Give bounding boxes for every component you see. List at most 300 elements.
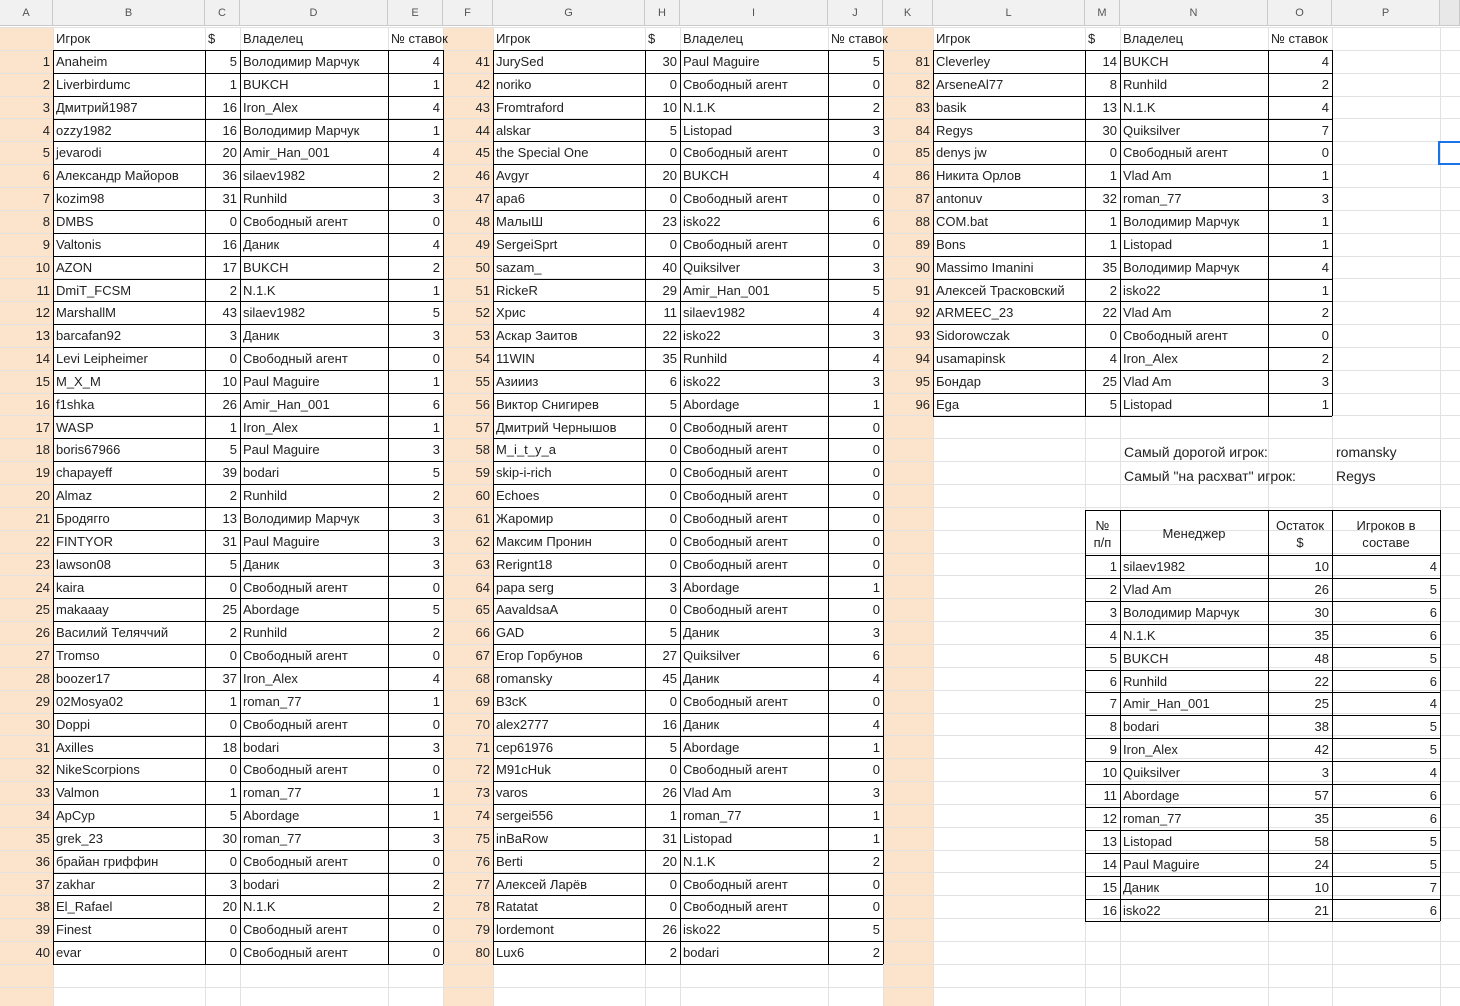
row-index[interactable]: 92 — [915, 305, 930, 321]
player-bids[interactable]: 3 — [432, 328, 440, 344]
player-bids[interactable]: 2 — [432, 259, 440, 275]
player-bids[interactable]: 1 — [432, 808, 440, 824]
player-owner[interactable]: Володимир Марчук — [243, 122, 360, 138]
player-name[interactable]: Дмитрий Чернышов — [496, 419, 617, 435]
player-price[interactable]: 30 — [222, 830, 237, 846]
player-price[interactable]: 5 — [669, 739, 677, 755]
player-name[interactable]: Avgyr — [496, 168, 529, 184]
header-bids[interactable]: № ставок — [391, 31, 448, 46]
manager-num[interactable]: 15 — [1102, 879, 1117, 895]
manager-num[interactable]: 9 — [1109, 742, 1117, 758]
player-owner[interactable]: Listopad — [683, 122, 733, 138]
manager-name[interactable]: Runhild — [1123, 673, 1168, 689]
manager-num[interactable]: 11 — [1103, 788, 1117, 803]
manager-num[interactable]: 3 — [1109, 604, 1117, 620]
player-price[interactable]: 22 — [662, 328, 677, 344]
player-bids[interactable]: 4 — [872, 351, 880, 367]
row-index[interactable]: 2 — [42, 76, 50, 92]
row-index[interactable]: 19 — [35, 465, 50, 481]
player-owner[interactable]: Даник — [243, 236, 280, 252]
player-owner[interactable]: Paul Maguire — [243, 442, 320, 458]
player-owner[interactable]: Свободный агент — [243, 213, 348, 229]
player-name[interactable]: Алексей Трасковский — [936, 282, 1065, 298]
player-price[interactable]: 23 — [662, 213, 677, 229]
player-owner[interactable]: N.1.K — [683, 99, 716, 115]
player-bids[interactable]: 3 — [872, 785, 880, 801]
player-bids[interactable]: 2 — [432, 876, 440, 892]
player-owner[interactable]: N.1.K — [683, 853, 716, 869]
manager-num[interactable]: 12 — [1102, 810, 1117, 826]
player-bids[interactable]: 0 — [872, 76, 880, 92]
player-price[interactable]: 0 — [229, 945, 237, 961]
player-owner[interactable]: Vlad Am — [1123, 373, 1172, 389]
row-index[interactable]: 31 — [35, 739, 50, 755]
player-bids[interactable]: 0 — [432, 351, 440, 367]
row-index[interactable]: 63 — [475, 556, 490, 572]
row-index[interactable]: 5 — [42, 145, 50, 161]
player-bids[interactable]: 1 — [432, 785, 440, 801]
player-name[interactable]: Василий Теляччий — [56, 625, 169, 641]
row-index[interactable]: 86 — [915, 168, 930, 184]
manager-balance[interactable]: 24 — [1314, 856, 1329, 872]
player-owner[interactable]: Свободный агент — [243, 579, 348, 595]
row-index[interactable]: 12 — [35, 305, 50, 321]
player-name[interactable]: M91cHuk — [496, 762, 551, 778]
row-index[interactable]: 27 — [35, 648, 50, 664]
player-owner[interactable]: Свободный агент — [683, 693, 788, 709]
player-bids[interactable]: 0 — [872, 465, 880, 481]
player-name[interactable]: брайан гриффин — [56, 853, 159, 869]
row-index[interactable]: 34 — [35, 808, 50, 824]
manager-players[interactable]: 4 — [1429, 696, 1437, 712]
manager-name[interactable]: Vlad Am — [1123, 581, 1172, 597]
manager-balance[interactable]: 48 — [1314, 650, 1329, 666]
player-owner[interactable]: Свободный агент — [683, 556, 788, 572]
player-bids[interactable]: 0 — [872, 533, 880, 549]
player-owner[interactable]: Свободный агент — [243, 351, 348, 367]
player-price[interactable]: 5 — [229, 556, 237, 572]
player-bids[interactable]: 4 — [432, 145, 440, 161]
player-owner[interactable]: isko22 — [1123, 282, 1161, 298]
player-name[interactable]: ApCyp — [56, 808, 96, 824]
player-bids[interactable]: 3 — [872, 328, 880, 344]
manager-name[interactable]: Listopad — [1123, 833, 1173, 849]
row-index[interactable]: 20 — [35, 488, 50, 504]
row-index[interactable]: 11 — [36, 282, 50, 298]
player-name[interactable]: SergeiSprt — [496, 236, 558, 252]
player-owner[interactable]: Свободный агент — [683, 488, 788, 504]
player-price[interactable]: 0 — [669, 145, 677, 161]
player-price[interactable]: 0 — [229, 853, 237, 869]
row-index[interactable]: 44 — [475, 122, 490, 138]
player-owner[interactable]: Vlad Am — [1123, 168, 1172, 184]
row-index[interactable]: 40 — [35, 945, 50, 961]
manager-balance[interactable]: 25 — [1314, 696, 1329, 712]
player-name[interactable]: RickeR — [496, 282, 538, 298]
player-owner[interactable]: Vlad Am — [683, 785, 732, 801]
row-index[interactable]: 16 — [35, 396, 50, 412]
player-price[interactable]: 1 — [229, 419, 237, 435]
player-name[interactable]: Бондар — [936, 373, 981, 389]
player-price[interactable]: 29 — [662, 282, 677, 298]
player-owner[interactable]: Abordage — [683, 396, 740, 412]
row-index[interactable]: 46 — [475, 168, 490, 184]
player-owner[interactable]: Свободный агент — [683, 145, 788, 161]
player-owner[interactable]: Свободный агент — [683, 442, 788, 458]
header-owner[interactable]: Владелец — [243, 31, 304, 46]
row-index[interactable]: 17 — [35, 419, 50, 435]
player-name[interactable]: grek_23 — [56, 830, 103, 846]
row-index[interactable]: 39 — [35, 922, 50, 938]
player-bids[interactable]: 3 — [432, 830, 440, 846]
player-price[interactable]: 3 — [229, 328, 237, 344]
row-index[interactable]: 25 — [35, 602, 50, 618]
player-price[interactable]: 0 — [669, 419, 677, 435]
player-name[interactable]: jevarodi — [56, 145, 102, 161]
column-header-o[interactable]: O — [1268, 0, 1332, 26]
player-price[interactable]: 3 — [229, 876, 237, 892]
row-index[interactable]: 64 — [475, 579, 490, 595]
row-index[interactable]: 78 — [475, 899, 490, 915]
player-price[interactable]: 5 — [669, 396, 677, 412]
player-price[interactable]: 27 — [662, 648, 677, 664]
player-price[interactable]: 35 — [662, 351, 677, 367]
row-index[interactable]: 62 — [475, 533, 490, 549]
header-owner[interactable]: Владелец — [1123, 31, 1184, 46]
row-index[interactable]: 79 — [475, 922, 490, 938]
manager-players[interactable]: 5 — [1429, 856, 1437, 872]
player-name[interactable]: kozim98 — [56, 191, 105, 207]
player-owner[interactable]: Runhild — [243, 625, 288, 641]
manager-num[interactable]: 10 — [1102, 765, 1117, 781]
column-header-a[interactable]: A — [0, 0, 53, 26]
player-price[interactable]: 20 — [662, 853, 677, 869]
player-name[interactable]: 02Mosya02 — [56, 693, 124, 709]
player-name[interactable]: Ega — [936, 396, 960, 412]
player-owner[interactable]: Свободный агент — [683, 465, 788, 481]
player-price[interactable]: 2 — [1109, 282, 1117, 298]
player-owner[interactable]: Quiksilver — [683, 648, 741, 664]
player-owner[interactable]: isko22 — [683, 373, 721, 389]
player-name[interactable]: sergei556 — [496, 808, 554, 824]
player-bids[interactable]: 1 — [1321, 282, 1329, 298]
row-index[interactable]: 81 — [915, 54, 930, 69]
player-price[interactable]: 36 — [222, 168, 237, 184]
player-name[interactable]: boozer17 — [56, 670, 111, 686]
player-name[interactable]: ArseneAl77 — [936, 76, 1004, 92]
row-index[interactable]: 43 — [475, 99, 490, 115]
row-index[interactable]: 89 — [915, 236, 930, 252]
row-index[interactable]: 82 — [915, 76, 930, 92]
player-name[interactable]: M_i_t_y_a — [496, 442, 556, 458]
player-bids[interactable]: 1 — [432, 373, 440, 389]
column-header-c[interactable]: C — [205, 0, 240, 26]
row-index[interactable]: 32 — [35, 762, 50, 778]
player-owner[interactable]: isko22 — [683, 213, 721, 229]
manager-name[interactable]: Abordage — [1123, 788, 1180, 803]
player-owner[interactable]: Даник — [243, 556, 280, 572]
player-price[interactable]: 5 — [669, 122, 677, 138]
player-owner[interactable]: Amir_Han_001 — [243, 145, 330, 161]
row-index[interactable]: 33 — [35, 785, 50, 801]
player-name[interactable]: WASP — [56, 419, 94, 435]
row-index[interactable]: 30 — [35, 716, 50, 732]
player-name[interactable]: GAD — [496, 625, 525, 641]
player-owner[interactable]: roman_77 — [243, 693, 302, 709]
player-bids[interactable]: 3 — [432, 556, 440, 572]
player-price[interactable]: 16 — [662, 716, 677, 732]
row-index[interactable]: 75 — [475, 830, 490, 846]
row-index[interactable]: 26 — [35, 625, 50, 641]
player-bids[interactable]: 1 — [872, 739, 880, 755]
player-bids[interactable]: 0 — [432, 762, 440, 778]
player-bids[interactable]: 5 — [432, 602, 440, 618]
player-owner[interactable]: roman_77 — [683, 808, 742, 824]
row-index[interactable]: 36 — [35, 853, 50, 869]
manager-balance[interactable]: 35 — [1314, 627, 1329, 643]
player-owner[interactable]: Володимир Марчук — [1123, 259, 1240, 275]
player-owner[interactable]: Iron_Alex — [243, 419, 298, 435]
player-owner[interactable]: Свободный агент — [683, 236, 788, 252]
player-price[interactable]: 0 — [669, 465, 677, 481]
player-name[interactable]: Максим Пронин — [496, 533, 592, 549]
row-index[interactable]: 66 — [475, 625, 490, 641]
header-owner[interactable]: Владелец — [683, 31, 744, 46]
manager-players[interactable]: 6 — [1429, 788, 1437, 803]
row-index[interactable]: 54 — [475, 351, 490, 367]
row-index[interactable]: 57 — [475, 419, 490, 435]
player-price[interactable]: 2 — [669, 945, 677, 961]
player-name[interactable]: ARMEEC_23 — [936, 305, 1014, 321]
player-bids[interactable]: 2 — [1321, 305, 1329, 321]
column-header-i[interactable]: I — [680, 0, 828, 26]
player-price[interactable]: 0 — [669, 442, 677, 458]
player-bids[interactable]: 0 — [432, 213, 440, 229]
player-name[interactable]: boris67966 — [56, 442, 121, 458]
player-owner[interactable]: BUKCH — [683, 168, 729, 184]
row-index[interactable]: 53 — [475, 328, 490, 344]
player-price[interactable]: 16 — [222, 99, 237, 115]
player-bids[interactable]: 0 — [432, 579, 440, 595]
player-price[interactable]: 16 — [222, 122, 237, 138]
row-index[interactable]: 77 — [475, 876, 490, 892]
player-price[interactable]: 0 — [669, 488, 677, 504]
player-price[interactable]: 16 — [222, 236, 237, 252]
player-name[interactable]: makaaay — [56, 602, 109, 618]
player-owner[interactable]: Listopad — [683, 830, 733, 846]
player-owner[interactable]: Runhild — [1123, 76, 1168, 92]
player-name[interactable]: Berti — [496, 853, 523, 869]
player-owner[interactable]: Свободный агент — [683, 419, 788, 435]
player-price[interactable]: 31 — [222, 191, 237, 207]
player-name[interactable]: Sidorowczak — [936, 328, 1010, 344]
player-owner[interactable]: Amir_Han_001 — [243, 396, 330, 412]
player-price[interactable]: 14 — [1102, 54, 1117, 69]
player-bids[interactable]: 4 — [872, 305, 880, 321]
manager-players[interactable]: 6 — [1429, 673, 1437, 689]
column-header-n[interactable]: N — [1120, 0, 1268, 26]
player-name[interactable]: skip-i-rich — [496, 465, 552, 481]
manager-players[interactable]: 5 — [1429, 833, 1437, 849]
player-owner[interactable]: BUKCH — [243, 76, 289, 92]
player-owner[interactable]: Свободный агент — [683, 602, 788, 618]
row-index[interactable]: 41 — [475, 54, 490, 69]
player-bids[interactable]: 1 — [1321, 396, 1329, 412]
player-bids[interactable]: 5 — [432, 305, 440, 321]
player-owner[interactable]: Свободный агент — [243, 648, 348, 664]
manager-name[interactable]: Amir_Han_001 — [1123, 696, 1210, 712]
player-bids[interactable]: 0 — [872, 236, 880, 252]
player-owner[interactable]: Даник — [683, 625, 720, 641]
row-index[interactable]: 56 — [475, 396, 490, 412]
row-index[interactable]: 38 — [35, 899, 50, 915]
row-index[interactable]: 9 — [42, 236, 50, 252]
player-name[interactable]: El_Rafael — [56, 899, 113, 915]
player-bids[interactable]: 1 — [432, 693, 440, 709]
player-price[interactable]: 3 — [669, 579, 677, 595]
row-index[interactable]: 80 — [475, 945, 490, 961]
manager-balance[interactable]: 38 — [1314, 719, 1329, 735]
player-name[interactable]: Егор Горбунов — [496, 648, 583, 664]
row-index[interactable]: 72 — [475, 762, 490, 778]
player-name[interactable]: Levi Leipheimer — [56, 351, 148, 367]
player-price[interactable]: 13 — [222, 511, 237, 526]
player-name[interactable]: МалыШ — [496, 213, 544, 229]
manager-name[interactable]: N.1.K — [1123, 627, 1156, 643]
player-name[interactable]: varos — [496, 785, 528, 801]
player-name[interactable]: Echoes — [496, 488, 540, 504]
player-name[interactable]: romansky — [496, 670, 553, 686]
player-bids[interactable]: 2 — [872, 945, 880, 961]
player-price[interactable]: 0 — [669, 191, 677, 207]
player-bids[interactable]: 2 — [432, 488, 440, 504]
player-name[interactable]: Дмитрий1987 — [56, 99, 138, 115]
row-index[interactable]: 28 — [35, 670, 50, 686]
manager-players[interactable]: 5 — [1429, 581, 1437, 597]
manager-players[interactable]: 5 — [1429, 650, 1437, 666]
player-owner[interactable]: Runhild — [243, 488, 288, 504]
player-bids[interactable]: 7 — [1321, 122, 1329, 138]
row-index[interactable]: 18 — [35, 442, 50, 458]
header-money[interactable]: $ — [208, 31, 216, 46]
row-index[interactable]: 83 — [915, 99, 930, 115]
player-owner[interactable]: Quiksilver — [683, 259, 741, 275]
player-price[interactable]: 20 — [222, 145, 237, 161]
player-name[interactable]: chapayeff — [56, 465, 113, 481]
row-index[interactable]: 48 — [475, 213, 490, 229]
player-bids[interactable]: 0 — [432, 648, 440, 664]
player-bids[interactable]: 3 — [1321, 373, 1329, 389]
row-index[interactable]: 69 — [475, 693, 490, 709]
player-bids[interactable]: 4 — [432, 54, 440, 69]
player-price[interactable]: 13 — [1102, 99, 1117, 115]
manager-balance[interactable]: 10 — [1314, 559, 1329, 574]
player-name[interactable]: lordemont — [496, 922, 554, 938]
player-bids[interactable]: 4 — [872, 716, 880, 732]
row-index[interactable]: 84 — [915, 122, 930, 138]
player-bids[interactable]: 0 — [872, 876, 880, 892]
player-price[interactable]: 0 — [669, 236, 677, 252]
player-price[interactable]: 5 — [1109, 396, 1117, 412]
player-name[interactable]: Doppi — [56, 716, 90, 732]
player-name[interactable]: AavaldsaA — [496, 602, 559, 618]
player-bids[interactable]: 0 — [432, 716, 440, 732]
player-price[interactable]: 1 — [229, 693, 237, 709]
row-index[interactable]: 13 — [35, 328, 50, 344]
column-header-g[interactable]: G — [493, 0, 645, 26]
player-price[interactable]: 6 — [669, 373, 677, 389]
player-price[interactable]: 32 — [1102, 191, 1117, 207]
player-owner[interactable]: roman_77 — [243, 830, 302, 846]
player-price[interactable]: 8 — [1109, 76, 1117, 92]
player-owner[interactable]: Свободный агент — [683, 899, 788, 915]
manager-players[interactable]: 6 — [1429, 627, 1437, 643]
manager-num[interactable]: 2 — [1109, 581, 1117, 597]
player-bids[interactable]: 2 — [1321, 76, 1329, 92]
player-bids[interactable]: 0 — [872, 693, 880, 709]
row-index[interactable]: 59 — [475, 465, 490, 481]
player-owner[interactable]: Abordage — [243, 602, 300, 618]
player-price[interactable]: 0 — [229, 922, 237, 938]
player-bids[interactable]: 0 — [872, 145, 880, 161]
player-bids[interactable]: 1 — [1321, 236, 1329, 252]
player-name[interactable]: Cleverley — [936, 54, 991, 69]
player-price[interactable]: 30 — [662, 54, 677, 69]
player-price[interactable]: 0 — [669, 693, 677, 709]
column-header-k[interactable]: K — [883, 0, 933, 26]
player-price[interactable]: 0 — [669, 762, 677, 778]
player-owner[interactable]: Vlad Am — [1123, 305, 1172, 321]
player-name[interactable]: COM.bat — [936, 213, 989, 229]
player-owner[interactable]: Paul Maguire — [243, 373, 320, 389]
row-index[interactable]: 71 — [475, 739, 490, 755]
player-bids[interactable]: 5 — [872, 922, 880, 938]
player-owner[interactable]: Свободный агент — [683, 511, 788, 526]
row-index[interactable]: 4 — [42, 122, 50, 138]
row-index[interactable]: 94 — [915, 351, 930, 367]
player-owner[interactable]: N.1.K — [243, 899, 276, 915]
row-index[interactable]: 14 — [35, 351, 50, 367]
player-price[interactable]: 18 — [222, 739, 237, 755]
player-price[interactable]: 20 — [662, 168, 677, 184]
player-owner[interactable]: bodari — [243, 465, 280, 481]
header-bids[interactable]: № ставок — [1271, 31, 1328, 46]
player-bids[interactable]: 2 — [872, 853, 880, 869]
player-name[interactable]: сер61976 — [496, 739, 554, 755]
row-index[interactable]: 21 — [35, 511, 50, 526]
player-owner[interactable]: Свободный агент — [243, 762, 348, 778]
row-index[interactable]: 24 — [35, 579, 50, 595]
player-name[interactable]: kaira — [56, 579, 85, 595]
player-name[interactable]: Lux6 — [496, 945, 525, 961]
player-owner[interactable]: Iron_Alex — [243, 670, 298, 686]
player-bids[interactable]: 4 — [1321, 99, 1329, 115]
column-header-p[interactable]: P — [1332, 0, 1440, 26]
manager-num[interactable]: 14 — [1102, 856, 1117, 872]
manager-players[interactable]: 4 — [1429, 765, 1437, 781]
manager-name[interactable]: Paul Maguire — [1123, 856, 1200, 872]
manager-players[interactable]: 7 — [1429, 879, 1437, 895]
player-bids[interactable]: 3 — [432, 191, 440, 207]
player-price[interactable]: 31 — [222, 533, 237, 549]
player-name[interactable]: lawson08 — [56, 556, 111, 572]
manager-balance[interactable]: 35 — [1314, 810, 1329, 826]
player-price[interactable]: 4 — [1109, 351, 1117, 367]
row-index[interactable]: 96 — [915, 396, 930, 412]
player-name[interactable]: usamapinsk — [936, 351, 1006, 367]
column-header-l[interactable]: L — [933, 0, 1085, 26]
player-name[interactable]: denys jw — [936, 145, 987, 161]
